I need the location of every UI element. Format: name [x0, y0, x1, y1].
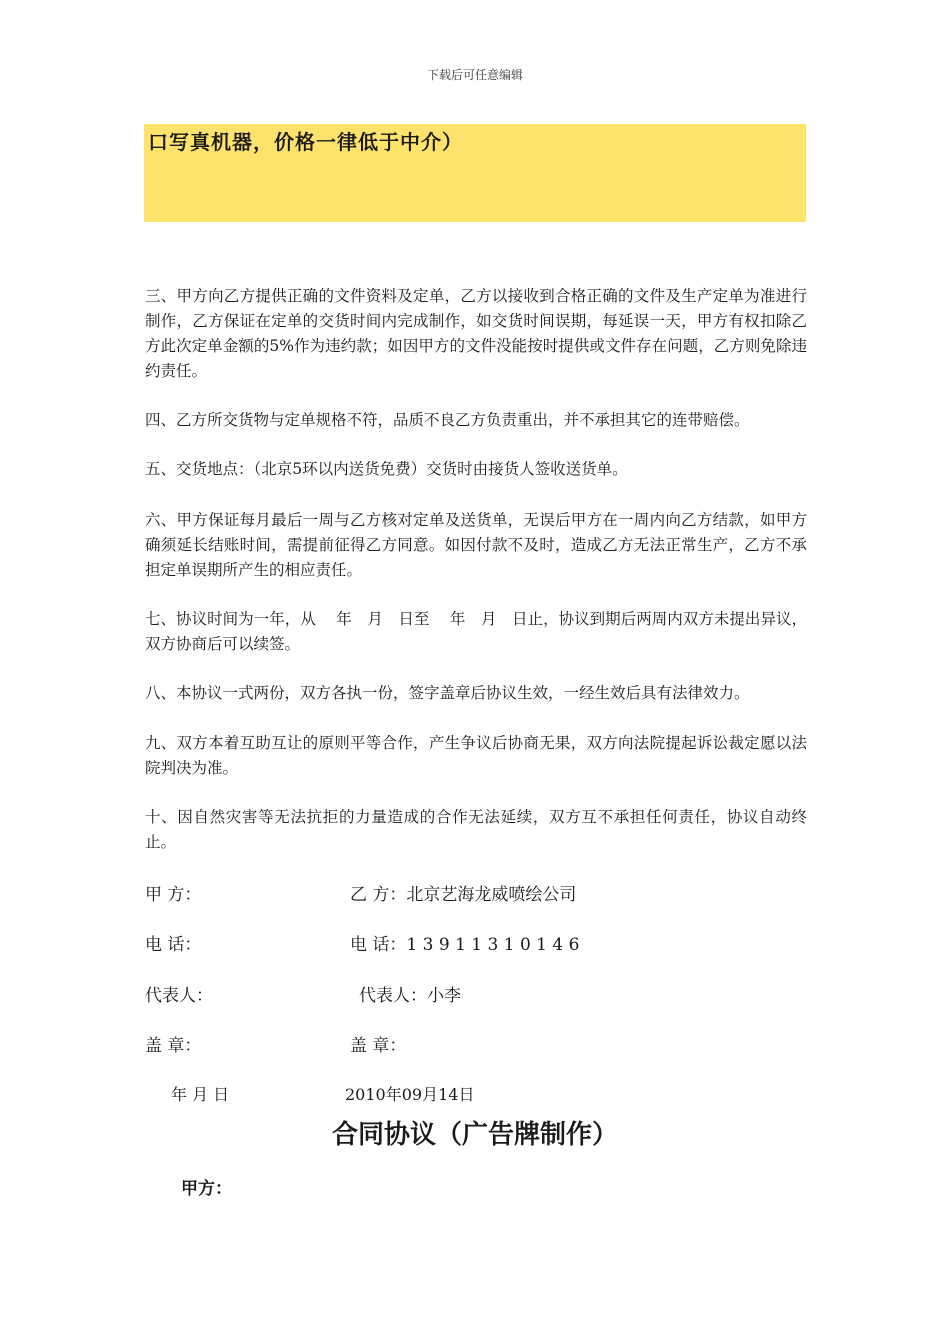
clause-8: 八、本协议一式两份，双方各执一份，签字盖章后协议生效，一经生效后具有法律效力。 — [145, 684, 750, 702]
date-party-b: 2010年09月14日 — [345, 1085, 475, 1104]
signature-row-representative — [145, 981, 807, 1007]
signature-row-seal — [145, 1031, 807, 1057]
rep-b-name: 代表人：小李 — [359, 986, 461, 1006]
party-a-label: 甲 方： — [145, 885, 202, 905]
party-a-heading: 甲方： — [181, 1179, 232, 1199]
party-b-name: 乙 方：北京艺海龙威喷绘公司 — [350, 885, 577, 905]
clause-5: 五、交货地点：（北京5环以内送货免费）交货时由接货人签收送货单。 — [145, 460, 628, 478]
highlighted-banner-text: 口写真机器，价格一律低于中介） — [148, 130, 463, 154]
date-party-a: 年 月 日 — [171, 1085, 230, 1104]
rep-a-label: 代表人： — [145, 986, 213, 1006]
clause-4: 四、乙方所交货物与定单规格不符，品质不良乙方负责重出，并不承担其它的连带赔偿。 — [145, 411, 750, 429]
header-note: 下载后可任意编辑 — [426, 68, 523, 82]
clause-3: 三、甲方向乙方提供正确的文件资料及定单，乙方以接收到合格正确的文件及生产定单为准进行制作，乙方保证在定单的交货时间内完成制作，如交货时间误期，每延误一天，甲方有权扣除乙方此次定单金额的5%作为违约款；如因甲方的文件没能按时提供或文件存在问题，乙方则免除违约责任。 — [145, 287, 807, 380]
contract-title: 合同协议（广告牌制作） — [331, 1120, 618, 1150]
seal-a-label: 盖 章： — [145, 1036, 202, 1056]
clause-9: 九、双方本着互助互让的原则平等合作，产生争议后协商无果，双方向法院提起诉讼裁定愿以法院判决为准。 — [145, 734, 807, 777]
highlighted-banner — [144, 124, 806, 222]
phone-a-label: 电 话： — [145, 935, 202, 955]
clause-7: 七、协议时间为一年，从 年 月 日至 年 月 日止，协议到期后两周内双方未提出异议，双方协商后可以续签。 — [145, 610, 807, 653]
clause-6: 六、甲方保证每月最后一周与乙方核对定单及送货单，无误后甲方在一周内向乙方结款，如甲方确须延长结账时间，需提前征得乙方同意。如因付款不及时，造成乙方无法正常生产，乙方不承担定单误期所产生的相应责任。 — [145, 511, 807, 579]
phone-b-number: 电 话：1 3 9 1 1 3 1 0 1 4 6 — [350, 935, 580, 955]
seal-b-label: 盖 章： — [350, 1036, 407, 1056]
clause-10: 十、因自然灾害等无法抗拒的力量造成的合作无法延续，双方互不承担任何责任，协议自动终止。 — [145, 808, 807, 851]
signature-row-phone — [145, 930, 807, 956]
signature-row-party — [145, 880, 807, 906]
